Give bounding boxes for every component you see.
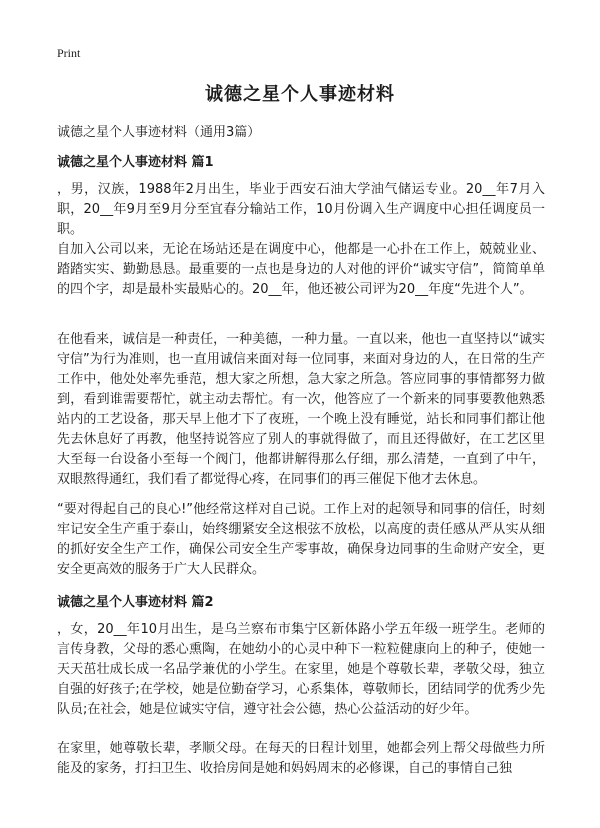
document-subtitle: 诚德之星个人事迹材料（通用3篇） (57, 125, 261, 140)
document-title: 诚德之星个人事迹材料 (205, 84, 395, 105)
paragraph: ，男，汉族，1988年2月出生，毕业于西安石油大学油气储运专业。20__年7月入职，20__年9月至9月分至宜春分输站工作，10月份调入生产调度中心担任调度员一职。 (57, 182, 545, 237)
print-label[interactable]: Print (57, 46, 81, 60)
section-heading-1: 诚德之星个人事迹材料 篇1 (57, 155, 214, 170)
section-heading-2: 诚德之星个人事迹材料 篇2 (57, 595, 214, 610)
paragraph: 在他看来，诚信是一种责任，一种美德，一种力量。一直以来，他也一直坚持以“诚实守信”为行为准则，也一直用诚信来面对每一位同事，来面对身边的人，在日常的生产工作中，他处处率先垂范，想大家之所想，急大家之所急。答应同事的事情都努力做到，看到谁需要帮忙，就主动去帮忙。有一次，他答应了一个新来的同事要教他熟悉站内的工艺设备，那天早上他才下了夜班，一个晚上没有睡觉，站长和同事们都让他先去休息好了再教，他坚持说答应了别人的事就得做了，而且还得做好，在工艺区里大至每一台设备小至每一个阀门，他都讲解得那么仔细，那么清楚，一直到了中午，双眼熬得通红，我们看了都觉得心疼，在同事们的再三催促下他才去休息。 (57, 332, 545, 487)
paragraph: 在家里，她尊敬长辈，孝顺父母。在每天的日程计划里，她都会列上帮父母做些力所能及的家务，打扫卫生、收拾房间是她和妈妈周末的必修课，自己的事情自己独 (57, 741, 545, 776)
paragraph: “要对得起自己的良心!”他经常这样对自己说。工作上对的起领导和同事的信任，时刻牢记安全生产重于泰山，始终绷紧安全这根弦不放松，以高度的责任感从严从实从细的抓好安全生产工作，确保公司安全生产零事故，确保身边同事的生命财产安全，更安全更高效的服务于广大人民群众。 (57, 502, 545, 577)
paragraph: 自加入公司以来，无论在场站还是在调度中心，他都是一心扑在工作上，兢兢业业、踏踏实实、勤勤恳恳。最重要的一点也是身边的人对他的评价“诚实守信”，简简单单的四个字，却是最朴实最贴心的。20__年，他还被公司评为20__年度“先进个人”。 (57, 242, 545, 297)
paragraph: ，女，20__年10月出生，是乌兰察布市集宁区新体路小学五年级一班学生。老师的言传身教，父母的悉心熏陶，在她幼小的心灵中种下一粒粒健康向上的种子，使她一天天茁壮成长成一名品学兼优的小学生。在家里，她是个尊敬长辈，孝敬父母，独立自强的好孩子;在学校，她是位勤奋学习，心系集体，尊敬师长，团结同学的优秀少先队员;在社会，她是位诚实守信，遵守社会公德，热心公益活动的好少年。 (57, 622, 545, 717)
